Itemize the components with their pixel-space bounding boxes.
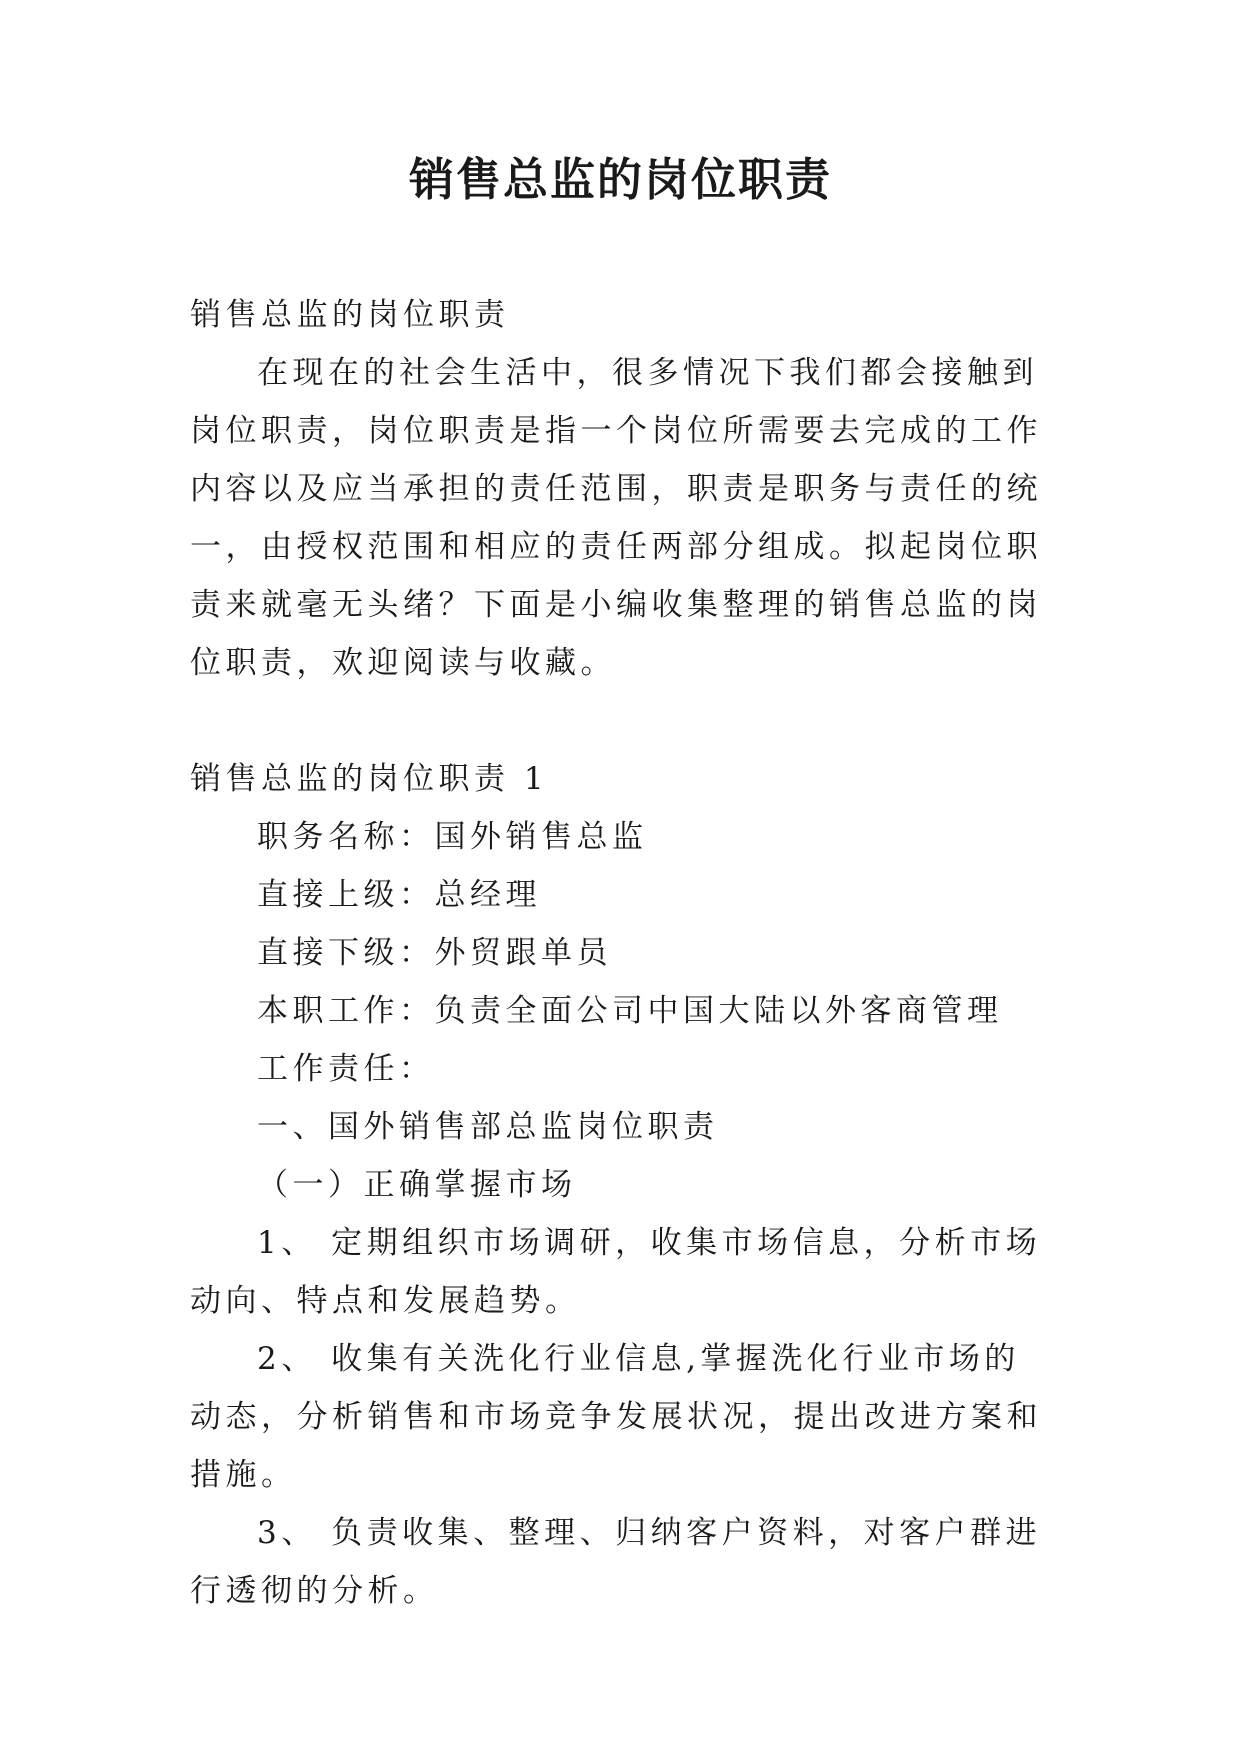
sub-subsection-heading: （一）正确掌握市场 — [257, 1167, 577, 1203]
main-work-line: 本职工作：负责全面公司中国大陆以外客商管理 — [257, 993, 1003, 1029]
list-item: 1、 定期组织市场调研，收集市场信息，分析市场动向、特点和发展趋势。 — [190, 1225, 1042, 1319]
list-item: 3、 负责收集、整理、归纳客户资料，对客户群进行透彻的分析。 — [190, 1515, 1042, 1609]
intro-heading: 销售总监的岗位职责 — [190, 297, 510, 333]
subsection-heading: 一、国外销售部总监岗位职责 — [257, 1109, 719, 1145]
list-item: 2、 收集有关洗化行业信息,掌握洗化行业市场的动态，分析销售和市场竞争发展状况，提出改进方案和措施。 — [190, 1341, 1042, 1493]
document-title: 销售总监的岗位职责 — [408, 153, 832, 206]
intro-block — [190, 286, 1052, 692]
intro-paragraph: 在现在的社会生活中，很多情况下我们都会接触到岗位职责，岗位职责是指一个岗位所需要去完成的工作内容以及应当承担的责任范围，职责是职务与责任的统一，由授权范围和相应的责任两部分组成。拟起岗位职责来就毫无头绪？下面是小编收集整理的销售总监的岗位职责，欢迎阅读与收藏。 — [190, 355, 1042, 681]
section-1-heading: 销售总监的岗位职责 1 — [190, 761, 549, 797]
direct-superior-line: 直接上级：总经理 — [257, 877, 541, 913]
work-responsibility-line: 工作责任： — [257, 1051, 435, 1087]
section-1 — [190, 750, 1052, 1620]
direct-subordinate-line: 直接下级：外贸跟单员 — [257, 935, 612, 971]
job-title-line: 职务名称：国外销售总监 — [257, 819, 648, 855]
